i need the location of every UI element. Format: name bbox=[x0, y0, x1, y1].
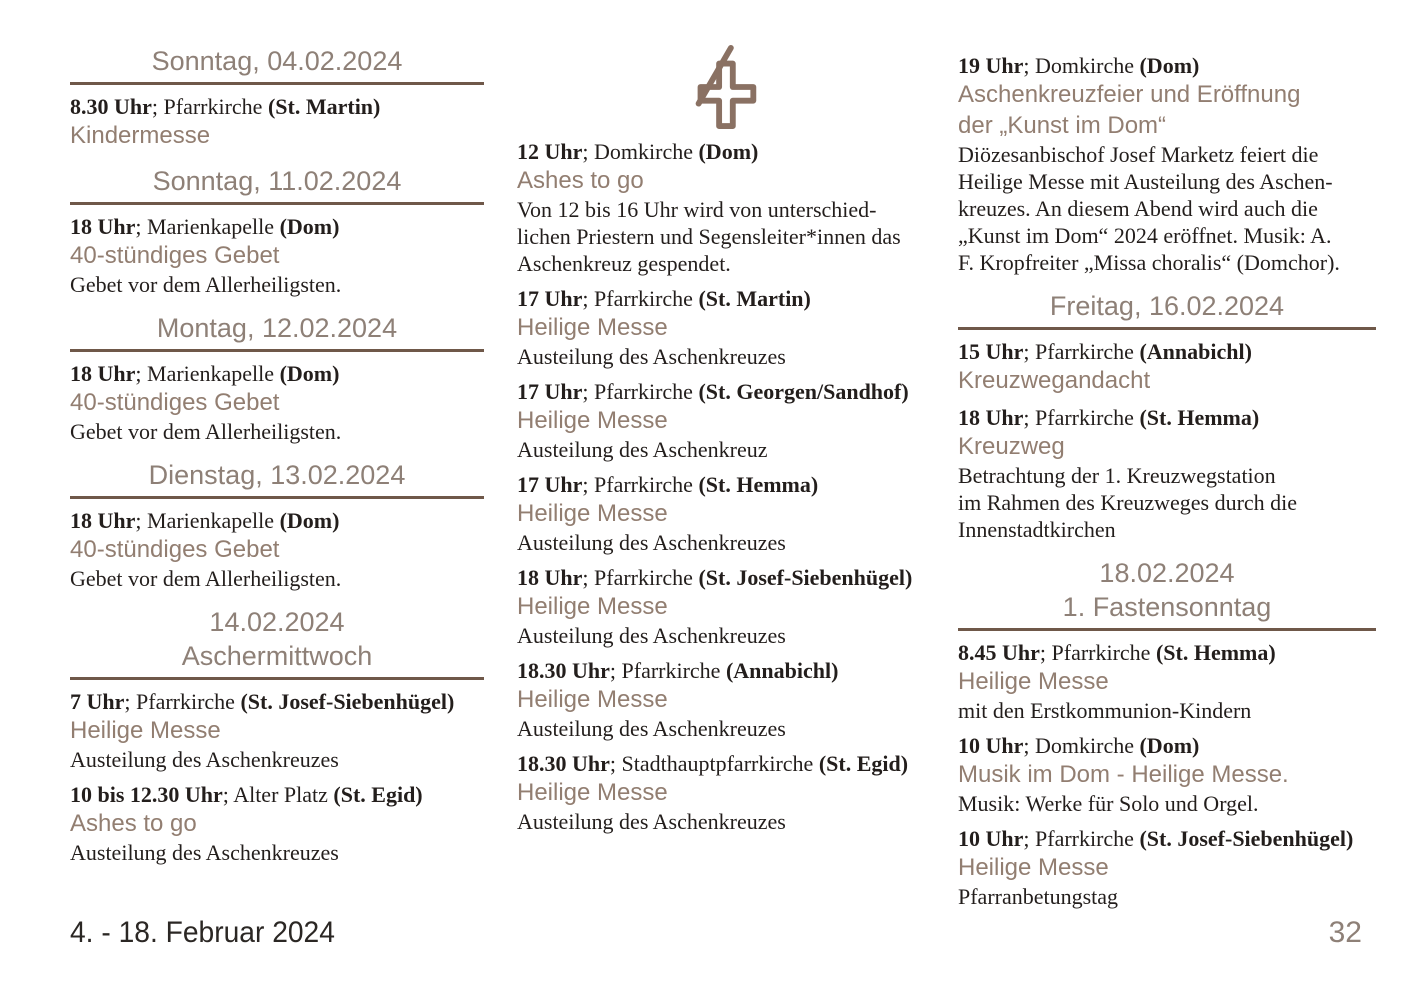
event-meta bbox=[70, 688, 484, 715]
event-title-line: Heilige Messe bbox=[517, 686, 668, 713]
event-desc-line: Betrachtung der 1. Kreuzwegstation bbox=[958, 463, 1276, 488]
event-title bbox=[958, 79, 1376, 141]
event-title-line: 40-stündiges Gebet bbox=[70, 242, 280, 269]
event-time: 18.30 Uhr bbox=[517, 751, 610, 776]
event-place: ; Pfarrkirche bbox=[151, 94, 268, 119]
event-desc-line: Austeilung des Aschenkreuzes bbox=[517, 344, 786, 369]
event-time: 7 Uhr bbox=[70, 689, 125, 714]
event-church: (Dom) bbox=[1139, 53, 1200, 78]
event-meta bbox=[517, 138, 931, 165]
event-desc bbox=[517, 808, 931, 835]
event-title bbox=[517, 165, 931, 196]
event bbox=[958, 825, 1376, 910]
event-church: (Dom) bbox=[279, 361, 340, 386]
event-title bbox=[958, 666, 1376, 697]
event-desc bbox=[70, 418, 484, 445]
event-desc bbox=[958, 790, 1376, 817]
event bbox=[517, 564, 931, 649]
event-meta bbox=[958, 825, 1376, 852]
event-place: ; Marienkapelle bbox=[135, 214, 280, 239]
event-desc-line: Aschenkreuz gespendet. bbox=[517, 251, 731, 276]
event-meta bbox=[70, 213, 484, 240]
event-time: 18 Uhr bbox=[70, 361, 136, 386]
event-title bbox=[958, 852, 1376, 883]
section-heading bbox=[70, 605, 484, 673]
event bbox=[517, 285, 931, 370]
event-desc bbox=[517, 622, 931, 649]
event-desc-line: lichen Priestern und Segensleiter*innen das bbox=[517, 224, 901, 249]
heading-rule bbox=[70, 202, 484, 205]
event-church: (St. Martin) bbox=[698, 286, 811, 311]
event-title bbox=[517, 498, 931, 529]
event-desc bbox=[70, 565, 484, 592]
event-place: ; Pfarrkirche bbox=[582, 472, 699, 497]
event-church: (St. Hemma) bbox=[1139, 405, 1260, 430]
event-desc bbox=[958, 697, 1376, 724]
event-place: ; Pfarrkirche bbox=[1023, 826, 1140, 851]
heading-text: 14.02.2024 bbox=[209, 607, 345, 637]
event-time: 8.45 Uhr bbox=[958, 640, 1040, 665]
event bbox=[517, 138, 931, 277]
event-title-line: Ashes to go bbox=[517, 167, 644, 194]
event-desc bbox=[958, 883, 1376, 910]
event-time: 17 Uhr bbox=[517, 379, 583, 404]
column-3 bbox=[958, 44, 1376, 910]
event-desc bbox=[517, 436, 931, 463]
event-church: (St. Josef-Siebenhügel) bbox=[698, 565, 913, 590]
heading-rule bbox=[70, 82, 484, 85]
event-desc bbox=[958, 462, 1376, 543]
event-desc-line: Diözesanbischof Josef Marketz feiert die bbox=[958, 142, 1319, 167]
event-desc bbox=[70, 746, 484, 773]
event-church: (St. Egid) bbox=[333, 782, 423, 807]
event-desc bbox=[70, 271, 484, 298]
event-title-line: Kreuzweg bbox=[958, 433, 1065, 460]
event-desc-line: „Kunst im Dom“ 2024 eröffnet. Musik: A. bbox=[958, 223, 1332, 248]
event-time: 19 Uhr bbox=[958, 53, 1024, 78]
event-desc-line: kreuzes. An diesem Abend wird auch die bbox=[958, 196, 1318, 221]
event-title-line: Heilige Messe bbox=[517, 314, 668, 341]
event-title bbox=[70, 387, 484, 418]
event-meta bbox=[958, 639, 1376, 666]
event-desc-line: Musik: Werke für Solo und Orgel. bbox=[958, 791, 1259, 816]
event-meta bbox=[517, 564, 931, 591]
heading-rule bbox=[958, 628, 1376, 631]
heading-rule bbox=[70, 677, 484, 680]
event bbox=[958, 404, 1376, 543]
event-title-line: Musik im Dom - Heilige Messe. bbox=[958, 761, 1289, 788]
event bbox=[70, 781, 484, 866]
event-desc-line: F. Kropfreiter „Missa choralis“ (Domchor). bbox=[958, 250, 1340, 275]
event-place: ; Pfarrkirche bbox=[582, 286, 699, 311]
event-title bbox=[958, 431, 1376, 462]
event-title-line: Heilige Messe bbox=[517, 593, 668, 620]
event-church: (St. Josef-Siebenhügel) bbox=[1139, 826, 1354, 851]
event-title-line: Kindermesse bbox=[70, 122, 211, 149]
heading-text: Sonntag, 11.02.2024 bbox=[152, 166, 402, 196]
event-church: (St. Hemma) bbox=[1155, 640, 1276, 665]
cross-4-icon bbox=[686, 44, 762, 130]
event-time: 15 Uhr bbox=[958, 339, 1024, 364]
event bbox=[70, 360, 484, 445]
event bbox=[958, 639, 1376, 724]
event-desc-line: Innenstadtkirchen bbox=[958, 517, 1116, 542]
event-time: 17 Uhr bbox=[517, 472, 583, 497]
event-title bbox=[70, 715, 484, 746]
event-place: ; Pfarrkirche bbox=[124, 689, 241, 714]
event bbox=[517, 657, 931, 742]
event-title bbox=[958, 759, 1376, 790]
event-place: ; Pfarrkirche bbox=[582, 565, 699, 590]
heading-rule bbox=[958, 327, 1376, 330]
event-church: (St. Martin) bbox=[267, 94, 381, 119]
event-desc-line: Austeilung des Aschenkreuzes bbox=[517, 809, 786, 834]
event-title bbox=[517, 684, 931, 715]
event-title-line: Aschenkreuzfeier und Eröffnung bbox=[958, 81, 1301, 108]
event-title-line: Kreuzwegandacht bbox=[958, 367, 1151, 394]
event-desc-line: Gebet vor dem Allerheiligsten. bbox=[70, 566, 342, 591]
event-meta bbox=[517, 471, 931, 498]
event-title bbox=[70, 808, 484, 839]
event-meta bbox=[517, 750, 931, 777]
section-heading bbox=[70, 164, 484, 198]
heading-text: Sonntag, 04.02.2024 bbox=[151, 46, 403, 76]
event bbox=[517, 378, 931, 463]
event-desc bbox=[70, 839, 484, 866]
event-place: ; Pfarrkirche bbox=[582, 379, 699, 404]
event-meta bbox=[517, 378, 931, 405]
event-church: (Dom) bbox=[698, 139, 759, 164]
event-title-line: der „Kunst im Dom“ bbox=[958, 112, 1167, 139]
event-desc-line: Austeilung des Aschenkreuzes bbox=[70, 840, 339, 865]
section-heading bbox=[958, 556, 1376, 624]
heading-text: Aschermittwoch bbox=[181, 641, 373, 671]
event-meta bbox=[70, 507, 484, 534]
heading-text: Montag, 12.02.2024 bbox=[156, 313, 398, 343]
event-time: 8.30 Uhr bbox=[70, 94, 152, 119]
event-title-line: 40-stündiges Gebet bbox=[70, 536, 280, 563]
event-desc-line: Austeilung des Aschenkreuzes bbox=[517, 530, 786, 555]
event-desc-line: Heilige Messe mit Austeilung des Aschen- bbox=[958, 169, 1333, 194]
event-title bbox=[70, 120, 484, 151]
event-desc-line: Austeilung des Aschenkreuz bbox=[517, 437, 768, 462]
column-1 bbox=[70, 44, 484, 866]
section-heading bbox=[70, 311, 484, 345]
event-desc-line: mit den Erstkommunion-Kindern bbox=[958, 698, 1252, 723]
heading-rule bbox=[70, 496, 484, 499]
event-desc-line: im Rahmen des Kreuzweges durch die bbox=[958, 490, 1298, 515]
event-church: (Annabichl) bbox=[1139, 339, 1252, 364]
event-meta bbox=[70, 93, 484, 120]
event bbox=[517, 750, 931, 835]
event-title bbox=[70, 240, 484, 271]
event-place: ; Pfarrkirche bbox=[1039, 640, 1156, 665]
event-title-line: Heilige Messe bbox=[517, 407, 668, 434]
event-title-line: Heilige Messe bbox=[958, 854, 1109, 881]
event bbox=[517, 471, 931, 556]
event-desc-line: Austeilung des Aschenkreuzes bbox=[70, 747, 339, 772]
event-title-line: 40-stündiges Gebet bbox=[70, 389, 280, 416]
event-place: ; Domkirche bbox=[1023, 733, 1140, 758]
heading-text: Dienstag, 13.02.2024 bbox=[148, 460, 406, 490]
event bbox=[70, 688, 484, 773]
event-desc-line: Austeilung des Aschenkreuzes bbox=[517, 716, 786, 741]
event-title-line: Heilige Messe bbox=[70, 717, 221, 744]
event-time: 10 Uhr bbox=[958, 733, 1024, 758]
cross-4-icon-wrap bbox=[517, 44, 931, 130]
event-church: (Annabichl) bbox=[725, 658, 839, 683]
event-title bbox=[517, 777, 931, 808]
event-place: ; Pfarrkirche bbox=[1023, 405, 1140, 430]
section-heading bbox=[70, 44, 484, 78]
heading-text: 18.02.2024 bbox=[1099, 558, 1235, 588]
event-church: (St. Hemma) bbox=[698, 472, 819, 497]
event-time: 10 bis 12.30 Uhr bbox=[70, 782, 223, 807]
event-church: (St. Egid) bbox=[818, 751, 909, 776]
event-desc-line: Gebet vor dem Allerheiligsten. bbox=[70, 272, 342, 297]
event-title-line: Heilige Messe bbox=[517, 500, 668, 527]
event-time: 18 Uhr bbox=[70, 214, 136, 239]
section-heading bbox=[70, 458, 484, 492]
event-place: ; Pfarrkirche bbox=[1023, 339, 1140, 364]
event bbox=[958, 732, 1376, 817]
event bbox=[70, 213, 484, 298]
event-meta bbox=[70, 360, 484, 387]
event-title bbox=[70, 534, 484, 565]
event bbox=[70, 93, 484, 151]
event-desc bbox=[958, 141, 1376, 276]
event bbox=[70, 507, 484, 592]
event-meta bbox=[958, 732, 1376, 759]
heading-rule bbox=[70, 349, 484, 352]
event-desc bbox=[517, 529, 931, 556]
event-desc-line: Austeilung des Aschenkreuzes bbox=[517, 623, 786, 648]
heading-text: 1. Fastensonntag bbox=[1062, 592, 1272, 622]
page-number: 32 bbox=[1328, 916, 1362, 949]
event-place: ; Pfarrkirche bbox=[609, 658, 726, 683]
event-meta bbox=[517, 285, 931, 312]
event-church: (St. Georgen/Sandhof) bbox=[698, 379, 909, 404]
event-time: 17 Uhr bbox=[517, 286, 583, 311]
event-desc bbox=[517, 715, 931, 742]
event-desc bbox=[517, 196, 931, 277]
event-time: 18.30 Uhr bbox=[517, 658, 610, 683]
event-desc-line: Von 12 bis 16 Uhr wird von unterschied- bbox=[517, 197, 877, 222]
event-time: 18 Uhr bbox=[517, 565, 583, 590]
event-title-line: Heilige Messe bbox=[517, 779, 668, 806]
event-church: (Dom) bbox=[279, 508, 340, 533]
event-title-line: Ashes to go bbox=[70, 810, 197, 837]
event-place: ; Domkirche bbox=[582, 139, 699, 164]
event bbox=[958, 52, 1376, 276]
event-place: ; Marienkapelle bbox=[135, 508, 280, 533]
event-time: 10 Uhr bbox=[958, 826, 1024, 851]
event-title bbox=[517, 591, 931, 622]
event-meta bbox=[70, 781, 484, 808]
heading-text: Freitag, 16.02.2024 bbox=[1049, 291, 1285, 321]
event-title-line: Heilige Messe bbox=[958, 668, 1109, 695]
event-title bbox=[517, 312, 931, 343]
event-church: (Dom) bbox=[279, 214, 340, 239]
event bbox=[958, 338, 1376, 396]
footer-date-range: 4. - 18. Februar 2024 bbox=[70, 916, 335, 949]
event-title bbox=[958, 365, 1376, 396]
event-time: 18 Uhr bbox=[70, 508, 136, 533]
schedule-columns bbox=[70, 44, 1376, 910]
event-desc-line: Gebet vor dem Allerheiligsten. bbox=[70, 419, 342, 444]
event-place: ; Domkirche bbox=[1023, 53, 1140, 78]
page-footer bbox=[70, 916, 1362, 950]
event-meta bbox=[958, 52, 1376, 79]
column-2 bbox=[517, 44, 931, 835]
event-church: (St. Josef-Siebenhügel) bbox=[240, 689, 455, 714]
event-meta bbox=[958, 404, 1376, 431]
event-time: 18 Uhr bbox=[958, 405, 1024, 430]
event-title bbox=[517, 405, 931, 436]
section-heading bbox=[958, 289, 1376, 323]
event-meta bbox=[958, 338, 1376, 365]
event-place: ; Marienkapelle bbox=[135, 361, 280, 386]
event-place: ; Stadthauptpfarrkirche bbox=[609, 751, 819, 776]
event-desc bbox=[517, 343, 931, 370]
event-church: (Dom) bbox=[1139, 733, 1200, 758]
event-meta bbox=[517, 657, 931, 684]
event-place: ; Alter Platz bbox=[222, 782, 334, 807]
event-time: 12 Uhr bbox=[517, 139, 583, 164]
event-desc-line: Pfarranbetungstag bbox=[958, 884, 1119, 909]
